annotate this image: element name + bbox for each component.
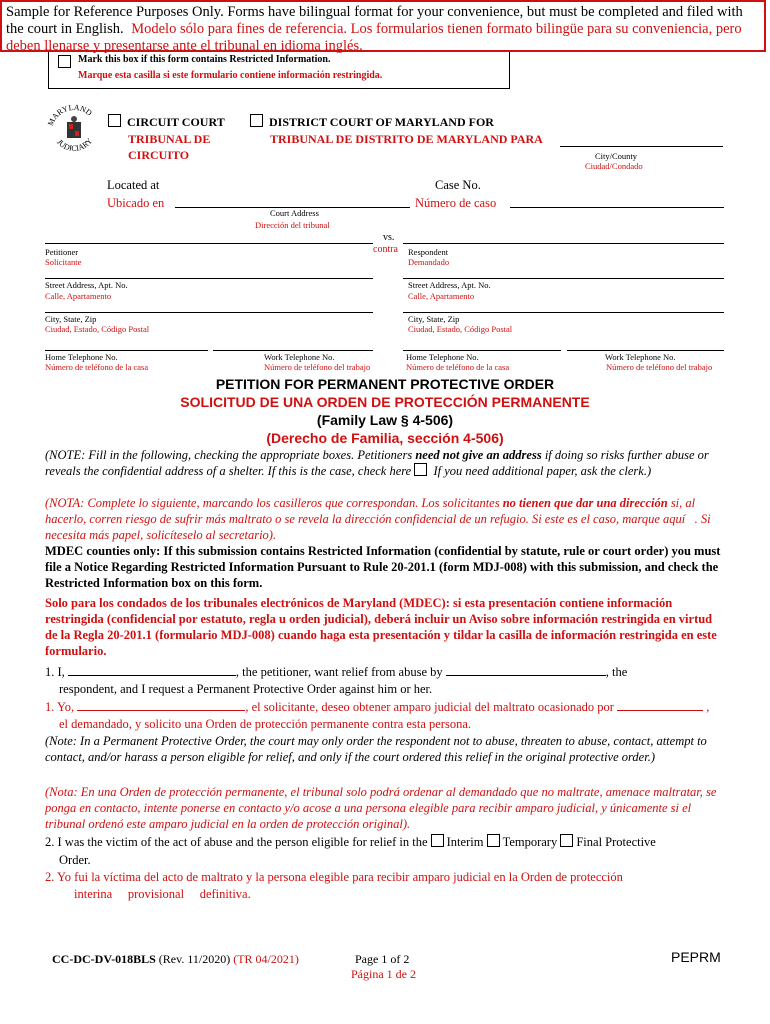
respondent-home-tel-label-es: Número de teléfono de la casa bbox=[406, 362, 510, 372]
abuser-name-blank-es[interactable] bbox=[617, 698, 703, 711]
petitioner-work-tel-label-es: Número de teléfono del trabajo bbox=[264, 362, 371, 372]
note-address-es bbox=[45, 495, 727, 543]
court-address-label: Court Address bbox=[270, 208, 319, 218]
restricted-info-label: Mark this box if this form contains Restricted Information. bbox=[78, 54, 331, 65]
respondent-home-tel-field[interactable] bbox=[403, 350, 561, 351]
case-no-label: Case No. bbox=[435, 178, 481, 192]
petitioner-home-tel-label: Home Telephone No. bbox=[45, 352, 118, 362]
form-revision: (Rev. 11/2020) bbox=[158, 952, 231, 966]
maryland-judiciary-seal bbox=[44, 98, 104, 164]
circuit-court-label-es1: TRIBUNAL DE bbox=[128, 132, 211, 146]
respondent-label: Respondent bbox=[408, 247, 449, 257]
respondent-street-label-es: Calle, Apartamento bbox=[408, 291, 475, 301]
petitioner-work-tel-label: Work Telephone No. bbox=[264, 352, 335, 362]
seal-text-top: MARYLAND bbox=[46, 102, 94, 128]
petitioner-label: Petitioner bbox=[45, 247, 79, 257]
final-order-checkbox[interactable] bbox=[560, 834, 573, 847]
petitioner-street-label-es: Calle, Apartamento bbox=[45, 291, 112, 301]
petitioner-city-field[interactable] bbox=[45, 312, 373, 313]
contra-label: contra bbox=[373, 244, 398, 255]
petitioner-name-blank-es[interactable] bbox=[77, 698, 245, 711]
final-order-label-es: definitiva. bbox=[199, 887, 251, 901]
note-ppo-limits-es: (Nota: En una Orden de protección permanente, el tribunal solo podrá ordenar al demandado que no maltrate, amenace maltratar, se ponga en contacto, intente ponerse en contacto y/o acose a una persona elegible para recibir amparo judicial, y únicamente si el tribunal ordenó este amparo judicial en la orden de protección original). bbox=[45, 785, 717, 831]
petitioner-name-field[interactable] bbox=[45, 243, 373, 244]
item1-en-line2: respondent, and I request a Permanent Protective Order against him or her. bbox=[59, 682, 433, 696]
city-county-label-es: Ciudad/Condado bbox=[585, 161, 643, 171]
respondent-street-field[interactable] bbox=[403, 278, 724, 279]
item1-en-a: 1. I, bbox=[45, 665, 65, 679]
district-court-checkbox[interactable] bbox=[250, 114, 263, 127]
confidential-address-checkbox[interactable] bbox=[414, 463, 427, 476]
petitioner-home-tel-label-es: Número de teléfono de la casa bbox=[45, 362, 149, 372]
item2-es-options bbox=[74, 886, 251, 902]
respondent-city-label: City, State, Zip bbox=[408, 314, 460, 324]
item1-es bbox=[45, 698, 735, 715]
item1-es-line2: el demandado, y solicito una Orden de protección permanente contra esta persona. bbox=[59, 717, 471, 731]
respondent-work-tel-label: Work Telephone No. bbox=[605, 352, 676, 362]
petitioner-work-tel-field[interactable] bbox=[213, 350, 373, 351]
note-address-en-a: (NOTE: Fill in the following, checking the appropriate boxes. Petitioners bbox=[45, 448, 416, 462]
note-address-es-d: . Si necesita más papel, solicíteselo al secretario). bbox=[45, 512, 711, 542]
respondent-work-tel-field[interactable] bbox=[567, 350, 724, 351]
item2-es: 2. Yo fui la víctima del acto de maltrato y la persona elegible para recibir amparo judicial en la Orden de protección bbox=[45, 870, 623, 884]
note-address-en-b: need not give an address bbox=[415, 448, 542, 462]
mdec-notice-es: Solo para los condados de los tribunales electrónicos de Maryland (MDEC): si esta presentación contiene información restringida (confidencial por estatuto, regla u orden judicial), deberá incluir un Aviso sobre información restringida en virtud de la Regla 20-201.1 (formulario MDJ-008) cuando haga esta presentación y tildar la casilla de información restringida en este formulario. bbox=[45, 596, 717, 658]
court-address-label-es: Dirección del tribunal bbox=[255, 220, 330, 230]
page-number: Page 1 of 2 bbox=[355, 952, 410, 966]
abuser-name-blank[interactable] bbox=[446, 663, 606, 676]
petitioner-home-tel-field[interactable] bbox=[45, 350, 208, 351]
petitioner-name-blank[interactable] bbox=[68, 663, 236, 676]
note-address-en bbox=[45, 447, 727, 479]
reference-banner bbox=[0, 0, 766, 52]
city-county-label: City/County bbox=[595, 151, 638, 161]
city-county-field[interactable] bbox=[560, 146, 723, 147]
temporary-order-label-es: provisional bbox=[127, 887, 185, 901]
item2-en-a: 2. I was the victim of the act of abuse and the person eligible for relief in the bbox=[45, 835, 428, 849]
form-law-ref-es: (Derecho de Familia, sección 4-506) bbox=[266, 430, 504, 446]
mdec-notice: MDEC counties only: If this submission contains Restricted Information (confidential by statute, rule or court order) you must file a Notice Regarding Restricted Information Pursuant to Rule 20-201.1 (form MDJ-008) with this submission, and check the Restricted Information box on this form. bbox=[45, 544, 721, 590]
note-ppo-limits: (Note: In a Permanent Protective Order, the court may only order the respondent not to abuse, threaten to abuse, contact, attempt to contact, and/or harass a person eligible for relief, and only if the court ordered this relief in the original protective order.) bbox=[45, 734, 707, 764]
case-no-label-es: Número de caso bbox=[415, 196, 497, 210]
banner-text-en: Sample for Reference Purposes Only. Forms have bilingual format for your convenience, but must be completed and filed with the court in English. bbox=[6, 4, 743, 37]
interim-order-label-es: interina bbox=[74, 887, 113, 901]
form-translation-rev: (TR 04/2021) bbox=[233, 952, 299, 966]
item1-en bbox=[45, 663, 735, 680]
item2-order-label: Order. bbox=[59, 853, 91, 867]
restricted-info-checkbox[interactable] bbox=[58, 55, 71, 68]
item1-en-b: , the petitioner, want relief from abuse by bbox=[235, 665, 443, 679]
note-address-es-a: (NOTA: Complete lo siguiente, marcando los casilleros que correspondan. Los solicitantes bbox=[45, 496, 503, 510]
located-at-label: Located at bbox=[107, 178, 160, 192]
form-title: PETITION FOR PERMANENT PROTECTIVE ORDER bbox=[215, 376, 555, 392]
circuit-court-checkbox[interactable] bbox=[108, 114, 121, 127]
petitioner-city-label-es: Ciudad, Estado, Código Postal bbox=[45, 324, 150, 334]
footer-form-id bbox=[52, 952, 299, 967]
respondent-name-field[interactable] bbox=[403, 243, 724, 244]
note-address-es-b: no tienen que dar una dirección bbox=[502, 496, 668, 510]
located-at-label-es: Ubicado en bbox=[107, 196, 165, 210]
item1-es-c: , bbox=[706, 700, 710, 714]
respondent-city-field[interactable] bbox=[403, 312, 724, 313]
respondent-label-es: Demandado bbox=[408, 257, 450, 267]
note-address-es-c: si, al hacerlo, corren riesgo de sufrir más maltrato o se revela la dirección confidencial de un refugio. Si este es el caso, marque aquí bbox=[45, 496, 696, 526]
seal-text-bottom: JUDICIARY bbox=[55, 136, 95, 153]
note-address-en-c: if doing so risks further abuse or reveals the confidential address of a shelter. If this is the case, check here bbox=[45, 448, 709, 478]
item1-es-a: 1. Yo, bbox=[45, 700, 75, 714]
final-order-label: Final Protective bbox=[576, 835, 656, 849]
case-no-field[interactable] bbox=[510, 207, 724, 208]
petitioner-street-field[interactable] bbox=[45, 278, 373, 279]
district-court-option[interactable] bbox=[250, 114, 494, 129]
restricted-info-label-es: Marque esta casilla si este formulario contiene información restringida. bbox=[78, 70, 383, 81]
item2-en bbox=[45, 834, 745, 850]
interim-order-label: Interim bbox=[446, 835, 484, 849]
circuit-court-option[interactable] bbox=[108, 114, 225, 129]
respondent-street-label: Street Address, Apt. No. bbox=[408, 280, 491, 290]
page-number-es: Página 1 de 2 bbox=[351, 967, 416, 981]
svg-text:JUDICIARY bbox=[55, 136, 94, 153]
item1-es-b: , el solicitante, deseo obtener amparo judicial del maltrato ocasionado por bbox=[245, 700, 614, 714]
note-address-en-d: If you need additional paper, ask the clerk.) bbox=[430, 464, 652, 478]
vs-label: vs. bbox=[383, 232, 395, 243]
petitioner-street-label: Street Address, Apt. No. bbox=[45, 280, 128, 290]
petitioner-label-es: Solicitante bbox=[45, 257, 82, 267]
district-court-label: DISTRICT COURT OF MARYLAND FOR bbox=[269, 115, 494, 129]
interim-order-checkbox[interactable] bbox=[431, 834, 444, 847]
form-law-ref: (Family Law § 4-506) bbox=[316, 412, 454, 428]
form-title-es: SOLICITUD DE UNA ORDEN DE PROTECCIÓN PERMANENTE bbox=[180, 394, 590, 410]
circuit-court-label: CIRCUIT COURT bbox=[127, 115, 225, 129]
banner-text-es: Modelo sólo para fines de referencia. Los formularios tienen formato bilingüe para su conveniencia, pero deben llenarse y presentarse ante el tribunal en idioma inglés. bbox=[6, 21, 742, 54]
item1-en-c: , the bbox=[605, 665, 628, 679]
district-court-label-es: TRIBUNAL DE DISTRITO DE MARYLAND PARA bbox=[270, 132, 543, 146]
circuit-court-label-es2: CIRCUITO bbox=[128, 148, 190, 162]
respondent-work-tel-label-es: Número de teléfono del trabajo bbox=[606, 362, 713, 372]
respondent-home-tel-label: Home Telephone No. bbox=[406, 352, 479, 362]
temporary-order-label: Temporary bbox=[502, 835, 558, 849]
form-code: PEPRM bbox=[671, 949, 721, 965]
temporary-order-checkbox[interactable] bbox=[487, 834, 500, 847]
petitioner-city-label: City, State, Zip bbox=[45, 314, 97, 324]
form-id: CC-DC-DV-018BLS bbox=[52, 952, 156, 966]
respondent-city-label-es: Ciudad, Estado, Código Postal bbox=[408, 324, 513, 334]
